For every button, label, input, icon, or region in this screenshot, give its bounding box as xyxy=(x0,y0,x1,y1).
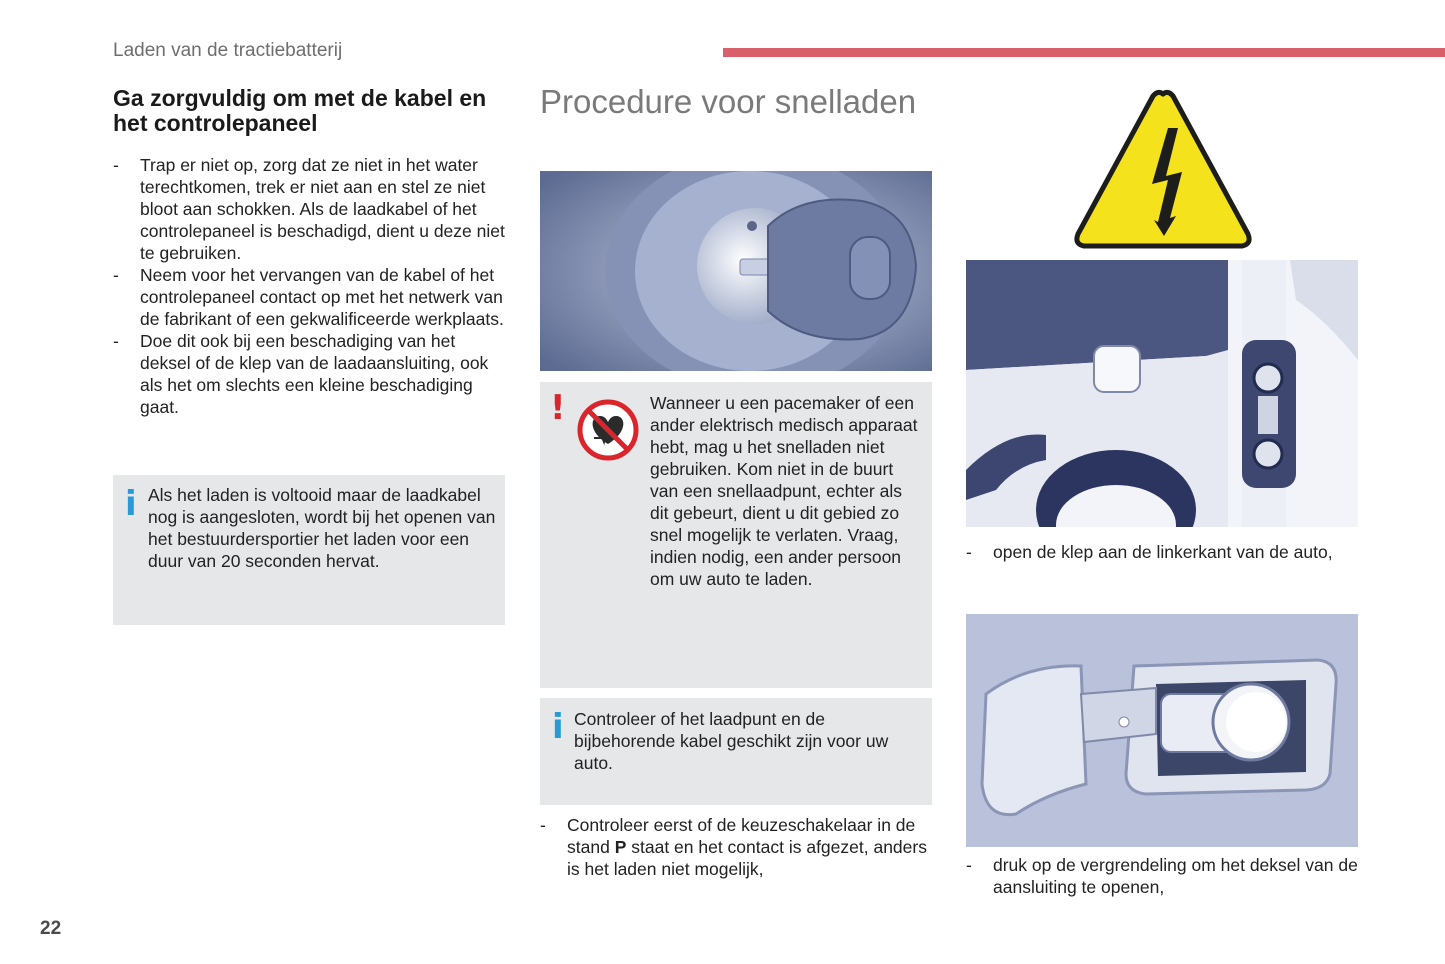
key-in-ignition-illustration xyxy=(540,171,932,371)
info-icon: i xyxy=(125,484,137,524)
charging-socket-cover-illustration xyxy=(966,614,1358,847)
page-number: 22 xyxy=(40,918,62,939)
section-title: Laden van de tractiebatterij xyxy=(113,40,343,61)
list-item: - druk op de vergrendeling om het deksel van de aansluiting te openen, xyxy=(966,854,1366,898)
list-item: - Controleer eerst of de keuzeschakelaar in de stand P staat en het contact is afgezet, anders is het laden niet mogelijk, xyxy=(540,814,932,880)
info-box-text: Controleer of het laadpunt en de bijbehorende kabel geschikt zijn voor uw auto. xyxy=(574,709,889,773)
car-side-charging-flap-illustration xyxy=(966,260,1358,527)
info-icon: i xyxy=(552,707,564,747)
step-list-selector xyxy=(540,814,932,880)
list-item: - Neem voor het vervangen van de kabel of het controlepaneel contact op met het netwerk van de fabrikant of een gekwalificeerde werkplaats. xyxy=(113,264,505,330)
info-box-charge-point xyxy=(540,698,932,805)
list-item: - open de klep aan de linkerkant van de auto, xyxy=(966,541,1366,563)
high-voltage-warning-icon xyxy=(1072,88,1254,252)
left-item-list xyxy=(113,154,505,418)
step-list-unlock-cover xyxy=(966,854,1366,898)
list-item: - Doe dit ook bij een beschadiging van het deksel of de klep van de laadaansluiting, ook als het om slechts een kleine beschadiging gaat. xyxy=(113,330,505,418)
exclamation-icon: ! xyxy=(550,388,566,428)
header-accent-bar xyxy=(723,48,1445,57)
left-heading: Ga zorgvuldig om met de kabel en het controlepaneel xyxy=(113,85,487,136)
gear-position-p: P xyxy=(614,837,627,857)
step-list-open-flap xyxy=(966,541,1366,563)
warning-box-pacemaker xyxy=(540,382,932,688)
info-box-charging-resume xyxy=(113,475,505,625)
procedure-heading: Procedure voor snelladen xyxy=(540,83,917,120)
no-pacemaker-icon xyxy=(576,398,640,462)
info-box-text: Als het laden is voltooid maar de laadkabel nog is aangesloten, wordt bij het openen van het bestuurdersportier het laden voor een duur van 20 seconden hervat. xyxy=(148,485,496,571)
list-item: - Trap er niet op, zorg dat ze niet in het water terechtkomen, trek er niet aan en stel ze niet bloot aan schokken. Als de laadkabel of het controlepaneel is beschadigd, dient u deze niet te gebruiken. xyxy=(113,154,505,264)
warning-text: Wanneer u een pacemaker of een ander elektrisch medisch apparaat hebt, mag u het snelladen niet gebruiken. Kom niet in de buurt van een snellaadpunt, echter als dit gebeurt, dient u dit gebied zo snel mogelijk te verlaten. Vraag, indien nodig, een ander persoon om uw auto te laden. xyxy=(650,393,918,589)
